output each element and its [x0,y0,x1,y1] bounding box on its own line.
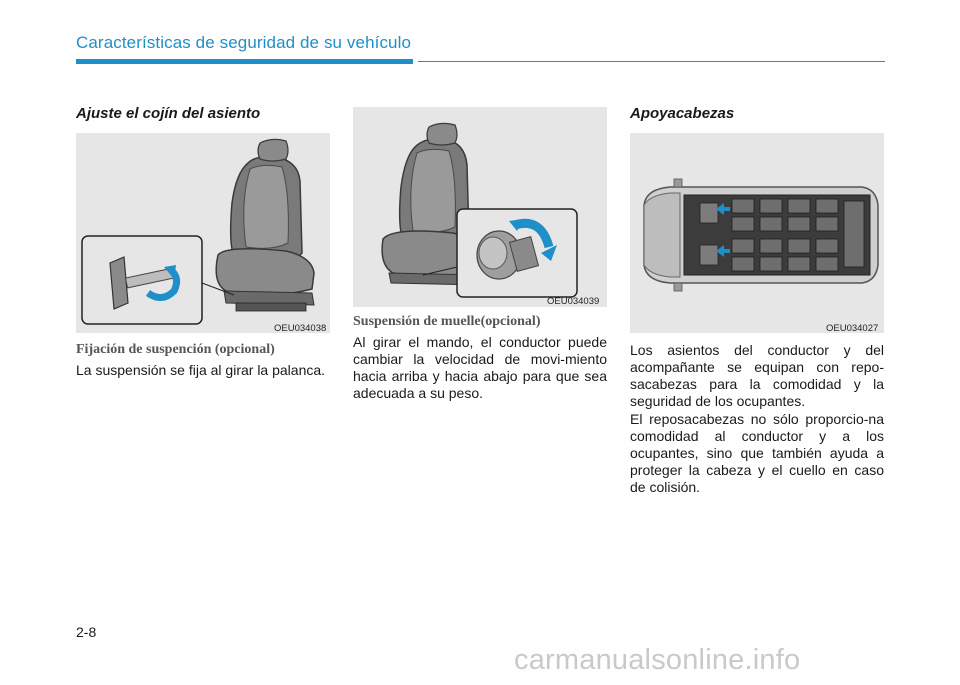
paragraph-suspension-lock: La suspensión se fija al girar la palanca. [76,362,326,378]
figure-spring-suspension-knob [353,107,607,307]
page-number: 2-8 [76,624,97,640]
paragraph-spring-suspension: Al girar el mando, el conductor puede cambiar la velocidad de movi-miento hacia arriba y hacia abajo para que sea adecuada a su peso. [353,334,607,401]
page-header-title: Características de seguridad de su vehículo [76,33,412,52]
subheading-suspension-lock: Fijación de suspención (opcional) [76,342,275,357]
seat-knob-illustration [353,107,607,307]
section-heading-headrests: Apoyacabezas [630,105,735,122]
header-rule-thick [76,59,413,64]
figure-code-3: OEU034027 [826,323,879,334]
subheading-spring-suspension: Suspensión de muelle(opcional) [353,314,541,329]
section-heading-seat-cushion: Ajuste el cojín del asiento [76,105,261,122]
figure-code-2: OEU034039 [547,296,600,307]
seat-lever-illustration [76,133,330,333]
figure-code-1: OEU034038 [274,323,327,334]
watermark: carmanualsonline.info [514,644,801,676]
figure-seat-suspension-lever [76,133,330,333]
paragraph-headrests-2: El reposacabezas no sólo proporcio-na comodidad al conductor y a los ocupantes, sino que también ayuda a proteger la cabeza y el cuello en caso de colisión. [630,411,884,495]
figure-van-headrests [630,133,884,333]
van-top-view-illustration [630,133,884,333]
paragraph-headrests-1: Los asientos del conductor y del acompañante se equipan con repo-sacabezas para la comodidad y la seguridad de los ocupantes. [630,342,884,409]
header-rule-thin [418,61,885,62]
